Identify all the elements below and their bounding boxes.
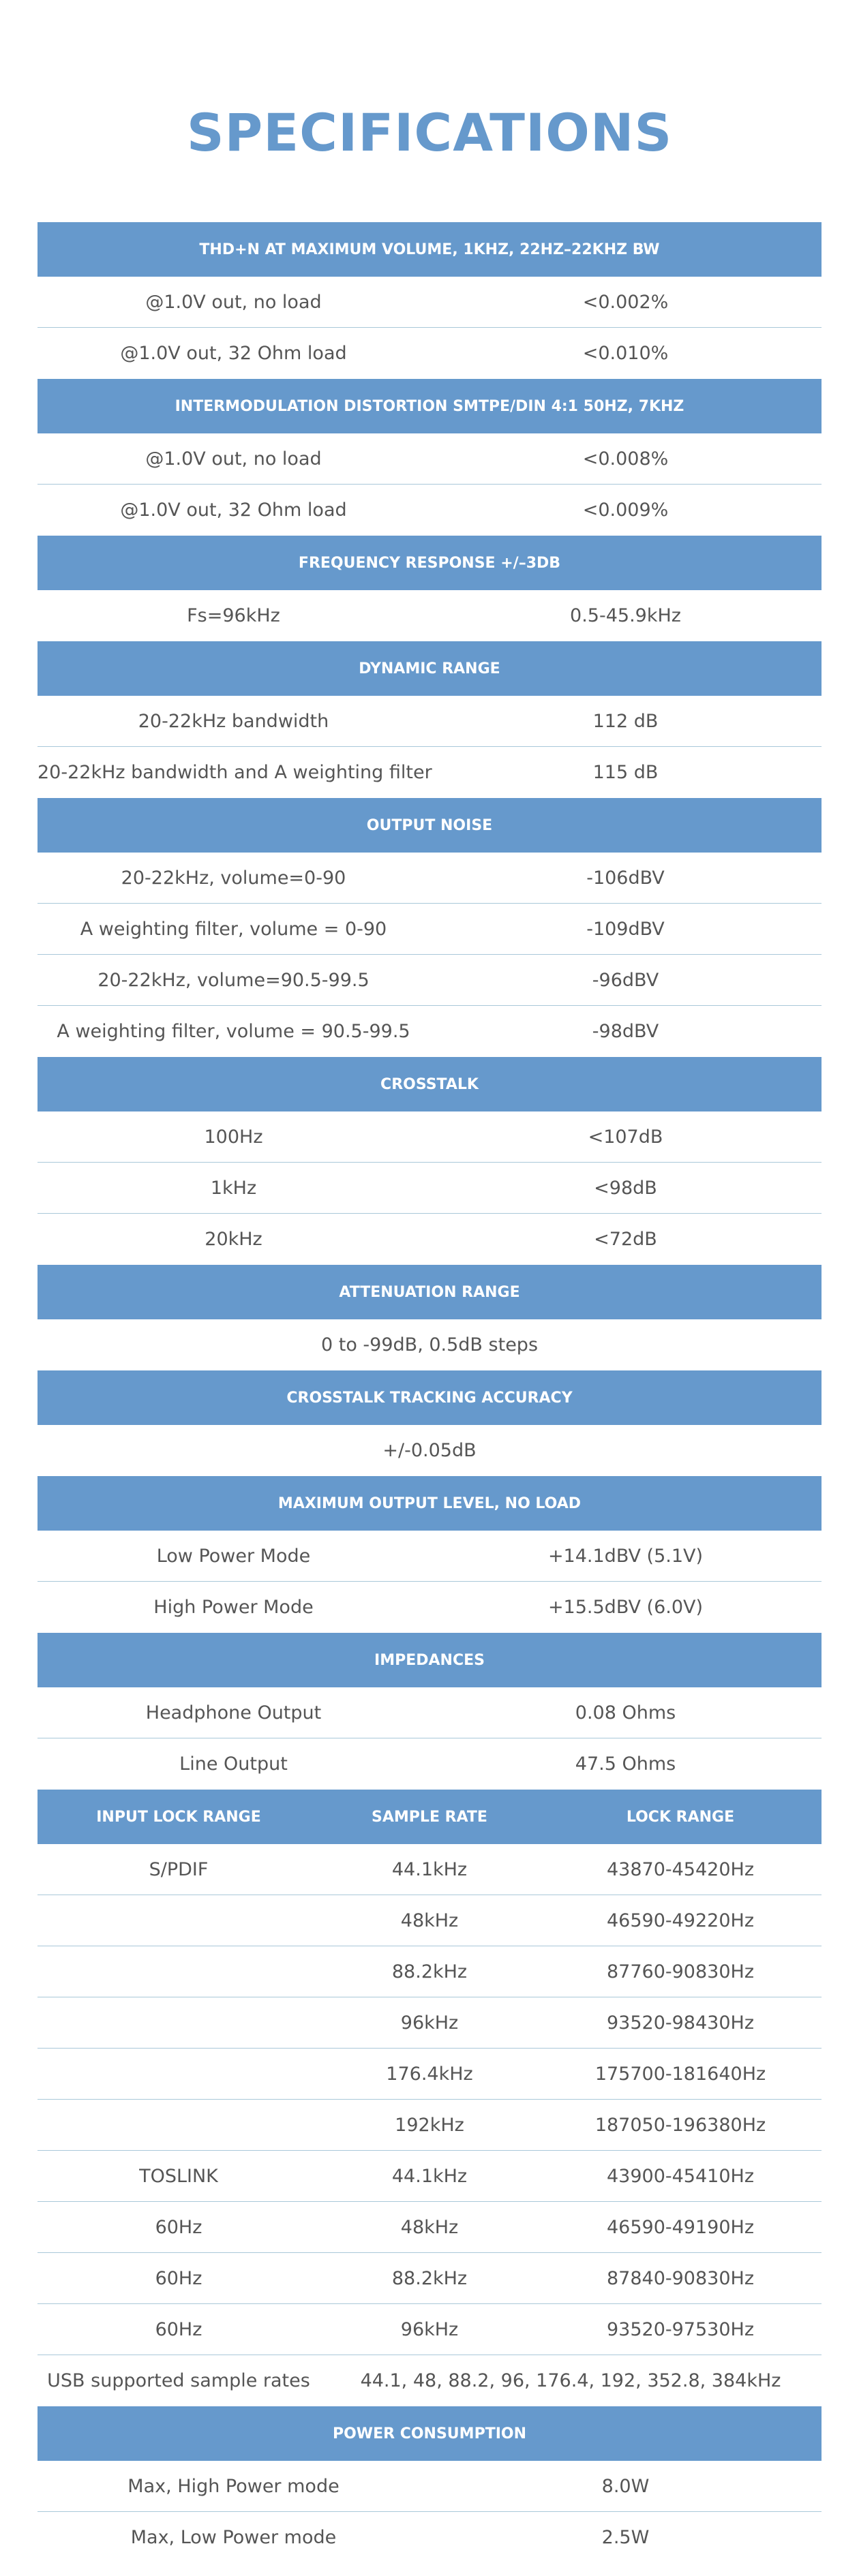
spec-value: <0.009% — [582, 499, 669, 521]
usb-rates-label: USB supported sample rates — [47, 2370, 310, 2391]
table-row — [37, 747, 822, 797]
spec-label: @1.0V out, 32 Ohm load — [120, 499, 347, 521]
spec-value: 115 dB — [592, 761, 659, 783]
lock-range-cell: 46590-49220Hz — [607, 1910, 754, 1931]
lock-range-cell: 175700-181640Hz — [594, 2063, 766, 2085]
spec-label: A weighting filter, volume = 0-90 — [80, 918, 387, 940]
table-row — [37, 1946, 822, 1997]
spec-value: -106dBV — [586, 867, 665, 889]
lock-range-cell: 93520-97530Hz — [607, 2318, 754, 2340]
table-row — [37, 2512, 822, 2562]
sample-rate-cell: 96kHz — [400, 2318, 459, 2340]
sample-rate-cell: 88.2kHz — [391, 1961, 468, 1982]
table-row — [37, 2253, 822, 2304]
table-row — [37, 433, 822, 485]
table-row — [37, 590, 822, 641]
spec-label: Max, Low Power mode — [130, 2526, 337, 2548]
spec-value: 2.5W — [601, 2526, 650, 2548]
spec-label: @1.0V out, no load — [145, 291, 322, 313]
input-cell: 60Hz — [155, 2216, 202, 2238]
table-row — [37, 1006, 822, 1056]
spec-value: 8.0W — [601, 2475, 650, 2497]
section-header-thd: THD+N AT MAXIMUM VOLUME, 1KHZ, 22HZ–22KHZ BW — [37, 221, 822, 277]
input-cell: TOSLINK — [139, 2165, 218, 2187]
spec-value: 0.5-45.9kHz — [570, 604, 681, 626]
table-row — [37, 1111, 822, 1163]
lock-range-cell: 43900-45410Hz — [607, 2165, 754, 2187]
spec-label: 20kHz — [205, 1228, 262, 1250]
column-header-lock-range: LOCK RANGE — [626, 1808, 735, 1826]
table-row-usb — [37, 2355, 822, 2406]
table-row — [37, 1531, 822, 1582]
spec-label: Low Power Mode — [156, 1545, 311, 1567]
table-row — [37, 2049, 822, 2100]
sample-rate-cell: 176.4kHz — [386, 2063, 473, 2085]
spec-value: <0.010% — [582, 342, 669, 364]
spec-label: 100Hz — [204, 1126, 263, 1148]
input-cell: 60Hz — [155, 2267, 202, 2289]
spec-value: 112 dB — [592, 710, 659, 732]
spec-value: <72dB — [594, 1228, 657, 1250]
table-row — [37, 328, 822, 378]
spec-label: @1.0V out, 32 Ohm load — [120, 342, 347, 364]
lock-range-cell: 46590-49190Hz — [607, 2216, 754, 2238]
sample-rate-cell: 48kHz — [400, 1910, 459, 1931]
table-row — [37, 955, 822, 1006]
spec-value: 47.5 Ohms — [575, 1753, 676, 1775]
section-header-frequency-response: FREQUENCY RESPONSE +/–3DB — [37, 535, 822, 590]
table-row — [37, 2461, 822, 2512]
specifications-table — [37, 221, 822, 2562]
column-header-input: INPUT LOCK RANGE — [96, 1808, 261, 1826]
spec-value: <107dB — [588, 1126, 663, 1148]
spec-value: -109dBV — [586, 918, 665, 940]
table-row — [37, 485, 822, 535]
usb-rates-value: 44.1, 48, 88.2, 96, 176.4, 192, 352.8, 384kHz — [360, 2370, 781, 2391]
sample-rate-cell: 48kHz — [400, 2216, 459, 2238]
section-header-crosstalk-tracking: CROSSTALK TRACKING ACCURACY — [37, 1370, 822, 1425]
section-header-power-consumption: POWER CONSUMPTION — [37, 2406, 822, 2461]
spec-label: 20-22kHz bandwidth and A weighting filter — [37, 761, 432, 783]
sample-rate-cell: 96kHz — [400, 2012, 459, 2034]
section-header-max-output: MAXIMUM OUTPUT LEVEL, NO LOAD — [37, 1475, 822, 1531]
spec-value: <0.002% — [582, 291, 669, 313]
spec-label: 20-22kHz, volume=90.5-99.5 — [97, 969, 370, 991]
lock-range-cell: 43870-45420Hz — [607, 1858, 754, 1880]
spec-label: 20-22kHz, volume=0-90 — [121, 867, 346, 889]
spec-label: 1kHz — [210, 1177, 257, 1199]
spec-value: 0.08 Ohms — [575, 1702, 676, 1723]
spec-label: @1.0V out, no load — [145, 448, 322, 470]
sample-rate-cell: 88.2kHz — [391, 2267, 468, 2289]
table-row — [37, 1214, 822, 1264]
input-cell: S/PDIF — [149, 1858, 209, 1880]
section-header-crosstalk: CROSSTALK — [37, 1056, 822, 1111]
table-row — [37, 1844, 822, 1895]
table-row — [37, 1582, 822, 1632]
spec-value: <0.008% — [582, 448, 669, 470]
lock-range-cell: 87760-90830Hz — [607, 1961, 754, 1982]
table-row — [37, 904, 822, 955]
table-row — [37, 1738, 822, 1789]
spec-value: 0 to -99dB, 0.5dB steps — [320, 1334, 539, 1355]
table-row — [37, 696, 822, 747]
spec-value: -98dBV — [592, 1020, 659, 1042]
table-row — [37, 1687, 822, 1738]
spec-label: Headphone Output — [145, 1702, 322, 1723]
spec-value: +14.1dBV (5.1V) — [547, 1545, 704, 1567]
section-header-impedances: IMPEDANCES — [37, 1632, 822, 1687]
spec-value: -96dBV — [592, 969, 659, 991]
table-row — [37, 2100, 822, 2151]
section-header-input-lock-range — [37, 1789, 822, 1844]
page-title: SPECIFICATIONS — [186, 102, 673, 163]
section-header-dynamic-range: DYNAMIC RANGE — [37, 641, 822, 696]
table-row — [37, 1997, 822, 2049]
table-row — [37, 1163, 822, 1214]
spec-label: Max, High Power mode — [127, 2475, 340, 2497]
sample-rate-cell: 44.1kHz — [391, 1858, 468, 1880]
section-header-imd: INTERMODULATION DISTORTION SMTPE/DIN 4:1 50HZ, 7KHZ — [37, 378, 822, 433]
table-row — [37, 1319, 822, 1370]
column-header-sample-rate: SAMPLE RATE — [372, 1808, 487, 1826]
section-header-output-noise: OUTPUT NOISE — [37, 797, 822, 853]
table-row — [37, 277, 822, 328]
table-row — [37, 2202, 822, 2253]
lock-range-cell: 87840-90830Hz — [607, 2267, 754, 2289]
table-row — [37, 853, 822, 904]
sample-rate-cell: 44.1kHz — [391, 2165, 468, 2187]
table-row — [37, 2304, 822, 2355]
table-row — [37, 1895, 822, 1946]
section-header-attenuation-range: ATTENUATION RANGE — [37, 1264, 822, 1319]
spec-label: A weighting filter, volume = 90.5-99.5 — [57, 1020, 410, 1042]
spec-label: 20-22kHz bandwidth — [138, 710, 329, 732]
sample-rate-cell: 192kHz — [395, 2114, 464, 2136]
lock-range-cell: 187050-196380Hz — [594, 2114, 766, 2136]
table-row — [37, 1425, 822, 1475]
table-row — [37, 2151, 822, 2202]
spec-value: +15.5dBV (6.0V) — [547, 1596, 704, 1618]
spec-label: Line Output — [179, 1753, 288, 1775]
spec-value: +/-0.05dB — [382, 1439, 477, 1461]
input-cell: 60Hz — [155, 2318, 202, 2340]
spec-label: High Power Mode — [153, 1596, 314, 1618]
lock-range-cell: 93520-98430Hz — [607, 2012, 754, 2034]
spec-value: <98dB — [594, 1177, 657, 1199]
spec-label: Fs=96kHz — [187, 604, 280, 626]
